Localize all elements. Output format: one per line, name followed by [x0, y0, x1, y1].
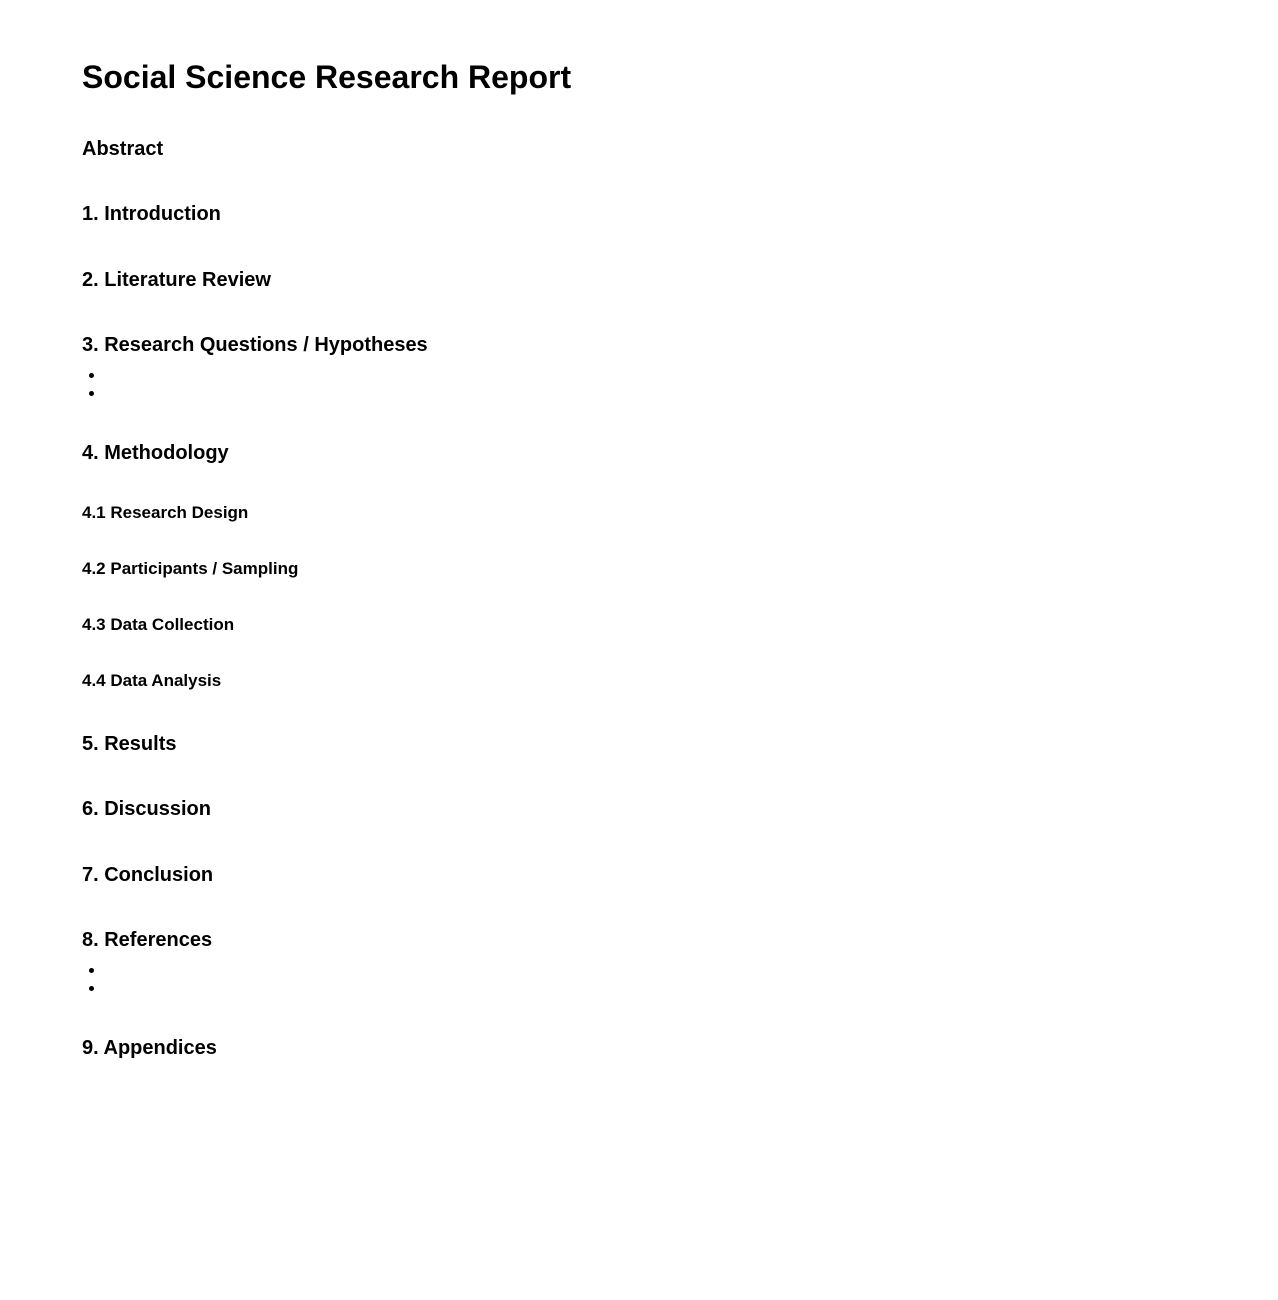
heading-results: 5. Results: [82, 733, 177, 755]
heading-literature-review: 2. Literature Review: [82, 269, 271, 291]
heading-appendices: 9. Appendices: [82, 1037, 217, 1059]
research-questions-list: [82, 366, 1278, 402]
heading-research-questions: 3. Research Questions / Hypotheses: [82, 334, 428, 356]
references-list: [82, 961, 1278, 997]
heading-data-analysis: 4.4 Data Analysis: [82, 671, 222, 690]
list-item: [82, 979, 1278, 997]
heading-data-collection: 4.3 Data Collection: [82, 615, 235, 634]
heading-abstract: Abstract: [82, 138, 164, 160]
heading-participants-sampling: 4.2 Participants / Sampling: [82, 559, 299, 578]
list-item: [82, 961, 1278, 979]
list-item: [82, 384, 1278, 402]
heading-discussion: 6. Discussion: [82, 798, 211, 820]
heading-methodology: 4. Methodology: [82, 442, 229, 464]
list-item: [82, 366, 1278, 384]
heading-research-design: 4.1 Research Design: [82, 503, 249, 522]
heading-references: 8. References: [82, 929, 213, 951]
page-title: Social Science Research Report: [82, 59, 572, 95]
heading-introduction: 1. Introduction: [82, 203, 221, 225]
heading-conclusion: 7. Conclusion: [82, 864, 214, 886]
